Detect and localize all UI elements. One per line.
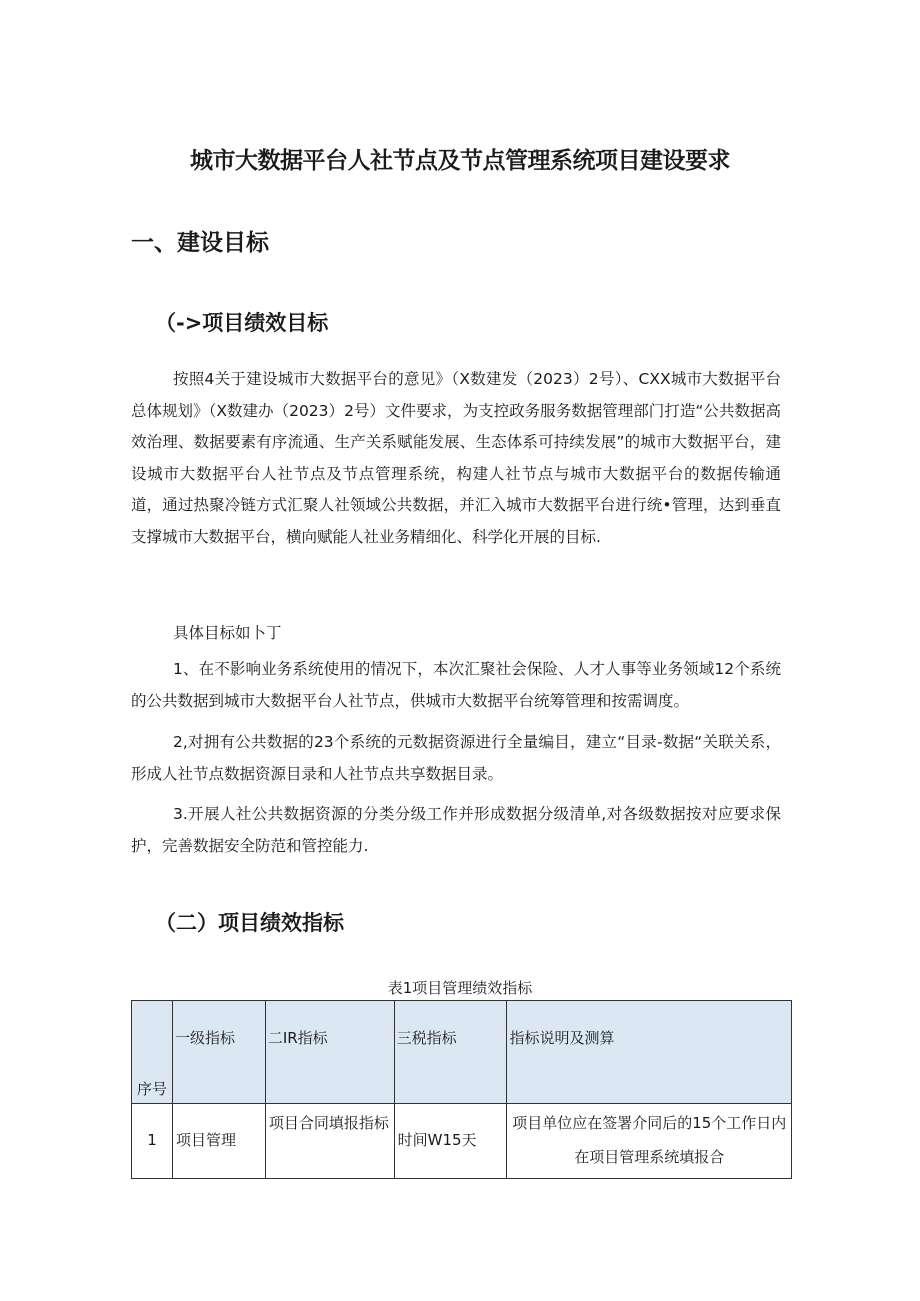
header-level2-indicator: 二IR指标 xyxy=(265,1001,394,1104)
cell-level2-indicator: 项目合同填报指标 xyxy=(265,1104,394,1179)
section-heading-construction-goals: 一、建设目标 xyxy=(131,230,269,256)
header-level1-indicator: 一级指标 xyxy=(172,1001,265,1104)
subsection-heading-performance-goals: （->项目绩效目标 xyxy=(155,311,329,335)
table-header-row xyxy=(132,1001,792,1104)
header-indicator-description: 指标说明及测算 xyxy=(507,1001,792,1104)
table-row xyxy=(132,1104,792,1179)
document-title: 城市大数据平台人社节点及节点管理系统项目建设要求 xyxy=(190,148,730,174)
cell-level3-indicator: 时间W15天 xyxy=(394,1104,507,1179)
cell-serial-no: 1 xyxy=(132,1104,173,1179)
paragraph-goal-2: 2,对拥有公共数据的23个系统的元数据资源进行全量编目，建立“目录-数据“关联关系，形成人社节点数据资源目录和人社节点共享数据目录。 xyxy=(131,733,781,783)
header-level3-indicator: 三税指标 xyxy=(394,1001,507,1104)
paragraph-background: 按照4关于建设城市大数据平台的意见》（X数建发（2023）2号）、CXX城市大数据平台总体规划》（X数建办（2023）2号）文件要求，为支控政务服务数据管理部门打造“公共数据高效治理、数据要素有序流通、生产关系赋能发展、生态体系可持续发展”的城市大数据平台，建设城市大数据平台人社节点及节点管理系统，构建人社节点与城市大数据平台的数据传输通道，通过热聚冷链方式汇聚人社领域公共数据，并汇入城市大数据平台进行统•管理，达到垂直支撑城市大数据平台，横向赋能人社业务精细化、科学化开展的目标. xyxy=(131,370,781,546)
subsection-heading-performance-indicators: （二）项目绩效指标 xyxy=(155,911,344,935)
paragraph-goal-3: 3.开展人社公共数据资源的分类分级工作并形成数据分级清单,对各级数据按对应要求保护，完善数据安全防范和管控能力. xyxy=(131,805,781,855)
cell-level1-indicator: 项目管理 xyxy=(172,1104,265,1179)
cell-indicator-description: 项目单位应在签署介同后的15个工作日内在项目管理系统填报合 xyxy=(507,1104,792,1179)
paragraph-goal-1: 1、在不影响业务系统使用的情况下，本次汇聚社会保险、人才人事等业务领域12个系统的公共数据到城市大数据平台人社节点，供城市大数据平台统筹管理和按需调度。 xyxy=(131,660,781,710)
table-caption: 表1项目管理绩效指标 xyxy=(387,979,533,997)
header-serial-no: 序号 xyxy=(132,1001,173,1104)
performance-indicator-table xyxy=(131,1000,792,1179)
paragraph-specific-goals-intro: 具体目标如卜丁 xyxy=(173,624,282,642)
